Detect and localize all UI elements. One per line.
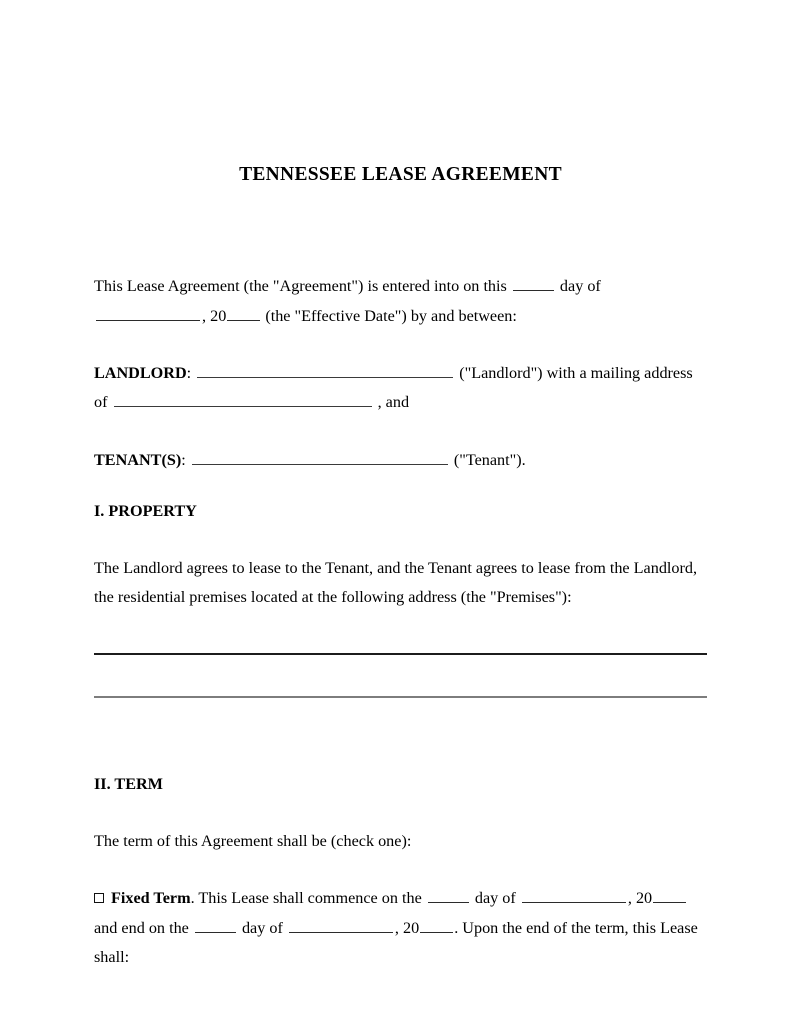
intro-comma: ,	[202, 306, 207, 325]
tenant-after-blank-text: ("Tenant").	[453, 450, 526, 469]
section-heading-property: I. PROPERTY	[94, 501, 197, 520]
landlord-address-prefix: of	[94, 393, 108, 412]
fixed-term-text-a: . This Lease shall commence on the	[190, 889, 422, 908]
intro-line2-text-b: (the "Effective Date") by and between:	[265, 306, 517, 325]
fixed-term-text-e: day of	[241, 918, 283, 937]
intro-line1-text-b: day of	[559, 277, 601, 296]
fixed-term-option	[94, 884, 707, 972]
tenant-name-blank[interactable]	[192, 451, 448, 465]
property-body-text: The Landlord agrees to lease to the Tenant, and the Tenant agrees to lease from the Landlord, the residential premises located at the following address (the "Premises"):	[94, 559, 698, 607]
commence-year-blank[interactable]	[653, 891, 686, 904]
fixed-term-text-c: , 20	[627, 889, 653, 908]
tenant-colon: :	[181, 450, 186, 469]
end-month-blank[interactable]	[289, 920, 393, 933]
spacer	[94, 698, 707, 770]
fixed-term-text-b: day of	[474, 889, 516, 908]
checkbox-icon[interactable]	[94, 893, 104, 903]
fixed-term-text-f: , 20	[394, 918, 420, 937]
end-day-blank[interactable]	[195, 920, 236, 933]
intro-month-blank[interactable]	[96, 308, 200, 321]
tenant-label: TENANT(S)	[94, 450, 182, 469]
spacer	[94, 526, 707, 554]
landlord-address-suffix: , and	[377, 393, 410, 412]
intro-line1-text-a: This Lease Agreement (the "Agreement") is entered into on this	[94, 277, 507, 296]
spacer	[94, 475, 707, 497]
fixed-term-label: Fixed Term	[111, 889, 191, 908]
commence-day-blank[interactable]	[428, 891, 469, 904]
spacer	[94, 331, 707, 359]
landlord-colon: :	[186, 363, 192, 382]
spacer	[94, 418, 707, 446]
commence-month-blank[interactable]	[522, 891, 626, 904]
intro-year-blank[interactable]	[227, 308, 260, 321]
landlord-after-blank-text: ("Landlord") with a mailing address	[459, 363, 693, 382]
intro-day-blank[interactable]	[513, 279, 554, 292]
section-heading-term: II. TERM	[94, 774, 163, 793]
page-title: TENNESSEE LEASE AGREEMENT	[239, 164, 562, 185]
spacer	[94, 856, 707, 884]
fixed-term-text-g: . Upon the end of the term, this Lease shall:	[94, 918, 698, 966]
spacer	[94, 799, 707, 827]
spacer	[94, 655, 707, 696]
landlord-block	[94, 359, 707, 418]
term-body-text: The term of this Agreement shall be (check one):	[94, 832, 412, 851]
intro-year-prefix: 20	[210, 306, 227, 325]
spacer	[94, 613, 707, 653]
intro-paragraph	[94, 272, 707, 331]
tenant-block	[94, 446, 707, 475]
end-year-blank[interactable]	[420, 920, 453, 933]
document-content	[94, 0, 707, 972]
landlord-address-blank[interactable]	[114, 394, 372, 408]
spacer	[94, 186, 707, 272]
landlord-label: LANDLORD	[94, 363, 187, 382]
landlord-name-blank[interactable]	[197, 364, 453, 378]
fixed-term-text-d: and end on the	[94, 918, 189, 937]
